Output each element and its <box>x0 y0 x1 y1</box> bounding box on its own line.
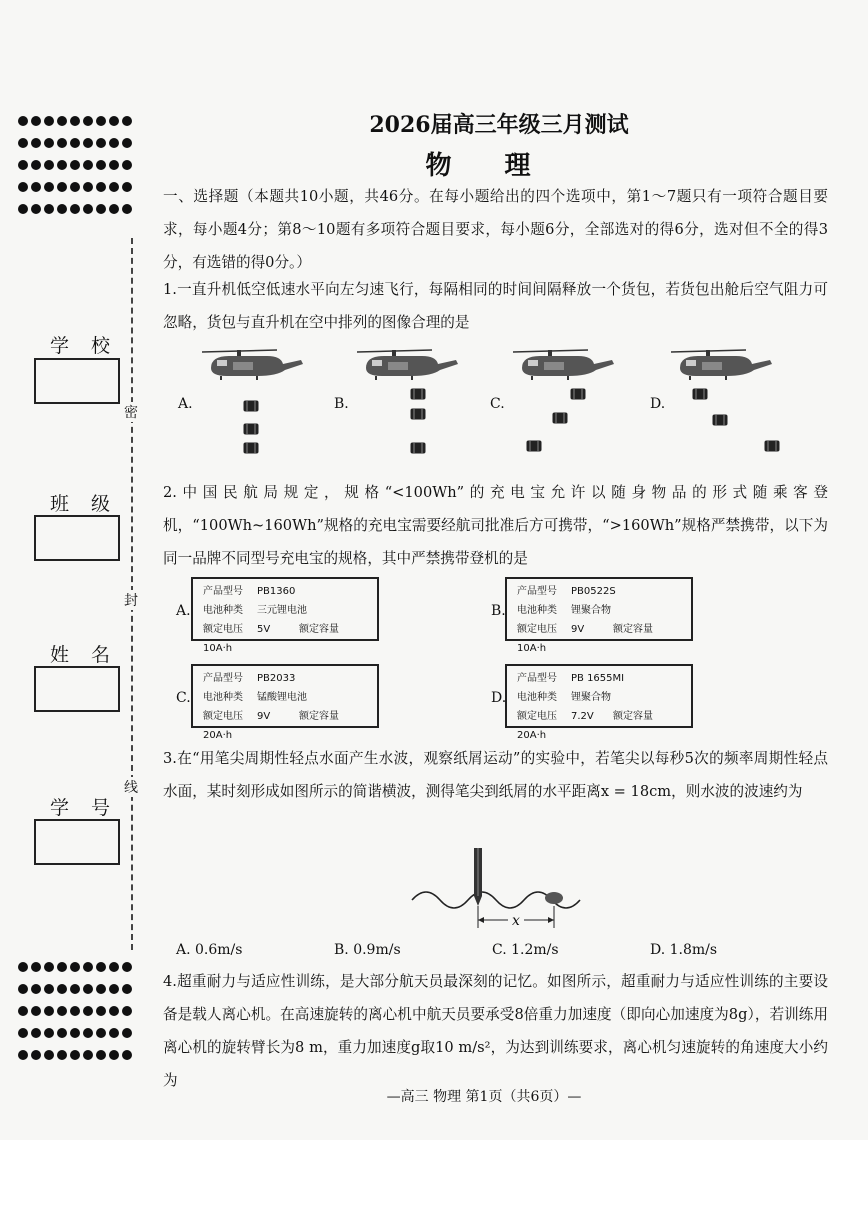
model-value: PB 1655MI <box>571 673 625 684</box>
type-label: 电池种类 <box>203 692 243 703</box>
cap-label: 额定容量 <box>613 624 653 635</box>
cap-value: 20A·h <box>517 730 547 741</box>
q1-stem: 1.一直升机低空低速水平向左匀速飞行，每隔相同的时间间隔释放一个货包，若货包出舱后空气阻力可忽略，货包与直升机在空中排列的图像合理的是 <box>163 281 828 331</box>
binder-dots-bottom <box>18 962 135 1060</box>
paper-scrap <box>545 892 563 904</box>
cap-label: 额定容量 <box>299 711 339 722</box>
name-field[interactable] <box>34 666 120 712</box>
subject-title: 物 理 <box>425 151 553 181</box>
q1-option-a-figure[interactable] <box>197 346 317 456</box>
student-no-field[interactable] <box>34 819 120 865</box>
q2-option-a-card[interactable] <box>191 577 379 654</box>
q3-option-a[interactable]: A. 0.6m/s <box>176 942 243 958</box>
student-no-label: 学号 <box>50 797 133 819</box>
q4-stem: 4.超重耐力与适应性训练，是大部分航天员最深刻的记忆。如图所示，超重耐力与适应性训练的主要设备是载人离心机。在高速旋转的离心机中航天员要承受8倍重力加速度（即向心加速度为8g），若训练用离心机的旋转臂长为8 m，重力加速度g取10 m/s²，为达到训练要求，离心机匀速旋转的角速度大小约为 <box>163 973 828 1089</box>
volt-value: 9V <box>257 711 271 722</box>
q3-option-b[interactable]: B. 0.9m/s <box>334 942 401 958</box>
cap-value: 10A·h <box>203 643 233 654</box>
q1-option-b-figure[interactable] <box>352 346 472 456</box>
model-value: PB1360 <box>257 586 296 597</box>
q3-stem: 3.在“用笔尖周期性轻点水面产生水波，观察纸屑运动”的实验中，若笔尖以每秒5次的频率周期性轻点水面，某时刻形成如图所示的简谐横波，测得笔尖到纸屑的水平距离x = 18cm，则水波的波速约为 <box>163 750 828 800</box>
volt-value: 5V <box>257 624 271 635</box>
model-value: PB0522S <box>571 586 616 597</box>
q2-option-d-label[interactable]: D. <box>491 690 507 706</box>
school-label: 学校 <box>50 335 133 357</box>
cap-value: 10A·h <box>517 643 547 654</box>
seal-char-feng: 封 <box>124 590 138 610</box>
cap-label: 额定容量 <box>613 711 653 722</box>
volt-label: 额定电压 <box>517 624 557 635</box>
page-footer: —高三 物理 第1页（共6页）— <box>386 1089 582 1105</box>
scan-margin <box>0 1140 868 1227</box>
q2-stem: 2.中国民航局规定，规格“<100Wh”的充电宝允许以随身物品的形式随乘客登机，“100Wh~160Wh”规格的充电宝需要经航司批准后方可携带，“>160Wh”规格严禁携带，以下为同一品牌不同型号充电宝的规格，其中严禁携带登机的是 <box>163 484 828 567</box>
volt-value: 9V <box>571 624 585 635</box>
q3-option-d[interactable]: D. 1.8m/s <box>650 942 718 958</box>
volt-value: 7.2V <box>571 711 594 722</box>
model-label: 产品型号 <box>203 673 243 684</box>
q2-option-c-card[interactable] <box>191 664 379 741</box>
q2-option-b-card[interactable] <box>505 577 693 654</box>
model-label: 产品型号 <box>203 586 243 597</box>
cap-value: 20A·h <box>203 730 233 741</box>
q1-option-a-label[interactable]: A. <box>178 396 193 412</box>
q2-option-b-label[interactable]: B. <box>491 603 506 619</box>
section-instructions: 一、选择题（本题共10小题，共46分。在每小题给出的四个选项中，第1～7题只有一项符合题目要求，每小题4分；第8～10题有多项符合题目要求，每小题6分，全部选对的得6分，选对但不全的得3分，有选错的得0分。） <box>163 188 828 271</box>
q1-option-b-label[interactable]: B. <box>334 396 349 412</box>
type-value: 锰酸锂电池 <box>257 692 307 703</box>
type-label: 电池种类 <box>517 605 557 616</box>
volt-label: 额定电压 <box>203 624 243 635</box>
q2-option-d-card[interactable] <box>505 664 693 741</box>
cap-label: 额定容量 <box>299 624 339 635</box>
class-field[interactable] <box>34 515 120 561</box>
volt-label: 额定电压 <box>203 711 243 722</box>
type-label: 电池种类 <box>203 605 243 616</box>
model-value: PB2033 <box>257 673 296 684</box>
volt-label: 额定电压 <box>517 711 557 722</box>
school-field[interactable] <box>34 358 120 404</box>
type-label: 电池种类 <box>517 692 557 703</box>
q1-option-d-label[interactable]: D. <box>650 396 666 412</box>
model-label: 产品型号 <box>517 673 557 684</box>
q1-option-c-label[interactable]: C. <box>490 396 505 412</box>
x-label: x <box>512 913 520 929</box>
class-label: 班级 <box>50 493 133 515</box>
q1-option-d-figure[interactable] <box>666 346 786 456</box>
type-value: 三元锂电池 <box>257 605 307 616</box>
type-value: 锂聚合物 <box>571 605 611 616</box>
name-label: 姓名 <box>50 644 133 666</box>
seal-char-xian: 线 <box>124 777 138 797</box>
q2-option-a-label[interactable]: A. <box>176 603 191 619</box>
q2-option-c-label[interactable]: C. <box>176 690 191 706</box>
q3-wave-figure <box>408 844 588 934</box>
seal-char-mi: 密 <box>124 402 138 422</box>
exam-title: 2026届高三年级三月测试 <box>369 112 629 138</box>
q3-option-c[interactable]: C. 1.2m/s <box>492 942 559 958</box>
model-label: 产品型号 <box>517 586 557 597</box>
q1-option-c-figure[interactable] <box>508 346 628 456</box>
type-value: 锂聚合物 <box>571 692 611 703</box>
